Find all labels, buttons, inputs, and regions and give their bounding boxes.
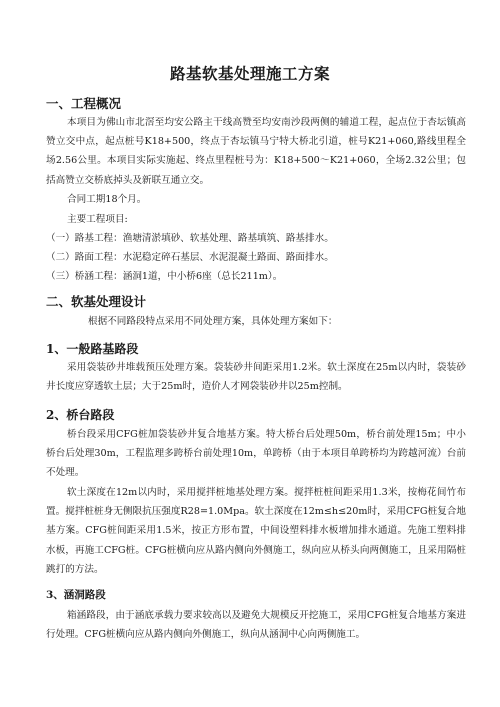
project-item-pavement: （二）路面工程：水泥稳定碎石基层、水泥混凝土路面、路面排水。	[46, 252, 334, 263]
contract-duration: 合同工期18个月。	[67, 194, 147, 205]
project-item-roadbed: （一）路基工程：渔塘清淤填砂、软基处理、路基填筑、路基排水。	[46, 233, 334, 244]
project-item-bridge: （三）桥涵工程：涵洞1道，中小桥6座（总长211m）。	[46, 271, 283, 282]
abutment-paragraph-1: 桥台段采用CFG桩加袋装砂井复合地基方案。特大桥台后处理50m，桥台前处理15m；中小桥台后处理30m，工程监理多跨桥台前处理10m，单跨桥（由于本项目单跨桥均为跨越河流）台前不处理。	[46, 429, 466, 479]
subsection-heading-culvert: 3、涵洞路段	[46, 589, 106, 601]
main-projects-label: 主要工程项目:	[67, 214, 128, 225]
section-heading-soft-foundation: 二、软基处理设计	[46, 294, 147, 309]
culvert-paragraph: 箱涵路段，由于涵底承载力要求较高以及避免大规模反开挖施工，采用CFG桩复合地基方案进行处理。CFG桩横向应从路内侧向外侧施工，纵向从涵洞中心向两侧施工。	[46, 610, 466, 641]
subsection-heading-abutment: 2、桥台路段	[46, 408, 115, 422]
general-roadbed-paragraph: 采用袋装砂井堆载预压处理方案。袋装砂井间距采用1.2米。软土深度在25m以内时，袋装砂井长度应穿透软土层；大于25m时，造价人才网袋装砂井以25m控制。	[46, 362, 466, 393]
overview-paragraph: 本项目为佛山市北滘至均安公路主干线高赞至均安南沙段两侧的辅道工程，起点位于杏坛镇高赞立交中点，起点桩号K18+500，终点于杏坛镇马宁特大桥北引道，桩号K21+060,路线里程全场2.56公里。本项目实际实施起、终点里程桩号为：K18+500～K21+060，全场2.32公里；包括高赞立交桥底掉头及新联互通立交。	[46, 117, 466, 186]
page-title: 路基软基处理施工方案	[169, 64, 330, 83]
section-heading-overview: 一、工程概况	[46, 96, 122, 111]
subsection-heading-general-roadbed: 1、一般路基路段	[46, 342, 139, 356]
soft-foundation-intro: 根据不同路段特点采用不同处理方案，具体处理方案如下：	[88, 316, 338, 327]
abutment-paragraph-2: 软土深度在12m以内时，采用搅拌桩地基处理方案。搅拌桩桩间距采用1.3米，按梅花间竹布置。搅拌桩桩身无侧限抗压强度R28=1.0Mpa。软土深度在12m≤h≤20m时，采用CFG桩复合地基方案。CFG桩间距采用1.5米，按正方形布置，中间设塑料排水板增加排水通道。先施工塑料排水板，再施工CFG桩。CFG桩横向应从路内侧向外侧施工，纵向应从桥头向两侧施工，且采用隔桩跳打的方法。	[46, 487, 466, 575]
